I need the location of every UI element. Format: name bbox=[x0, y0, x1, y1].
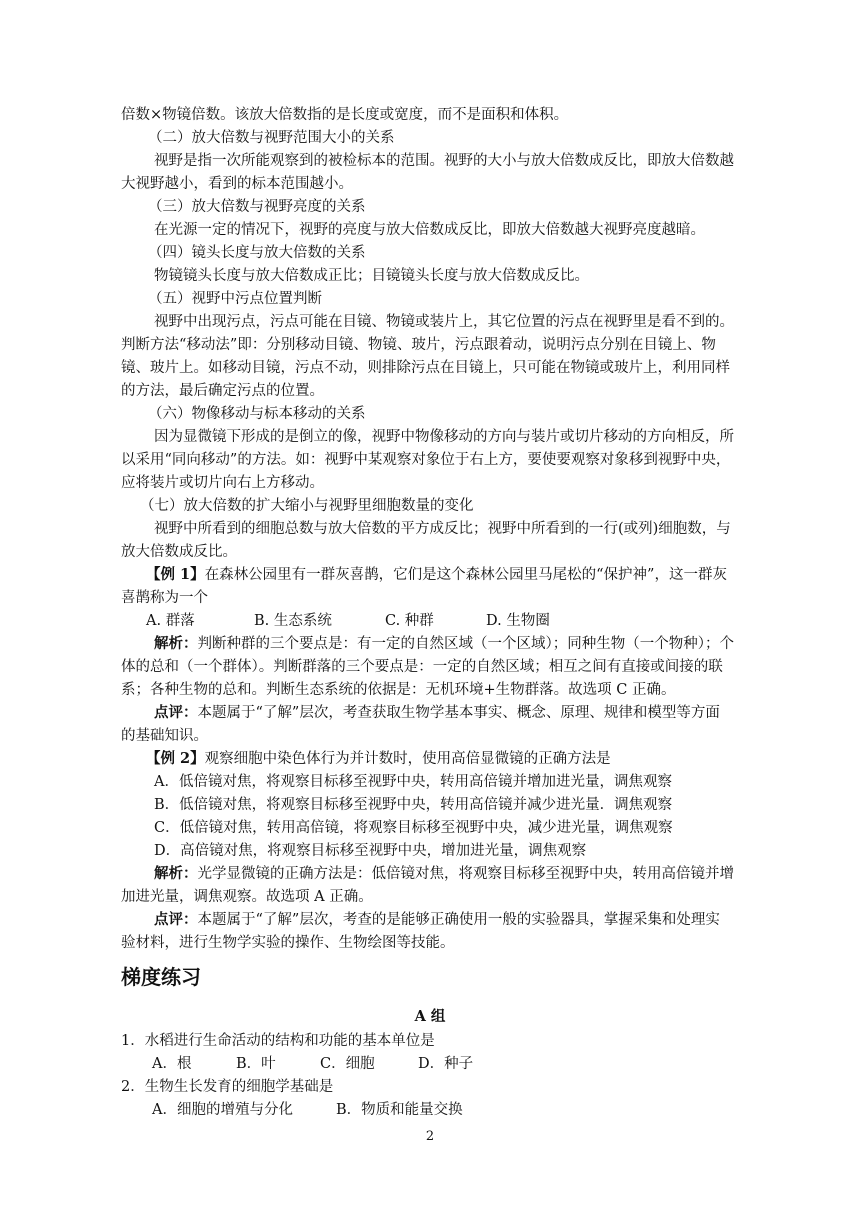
section-title: 梯度练习 bbox=[121, 965, 201, 989]
text-line: 验材料，进行生物学实验的操作、生物绘图等技能。 bbox=[121, 935, 455, 951]
option-d: D. 生物圈 bbox=[486, 613, 550, 629]
text-line: 判断方法“移动法”即：分别移动目镜、物镜、玻片，污点跟着动，说明污点分别在目镜上、物 bbox=[121, 337, 716, 353]
text-line: 视野是指一次所能观察到的被检标本的范围。视野的大小与放大倍数成反比，即放大倍数越 bbox=[154, 153, 734, 169]
option-b: B. 生态系统 bbox=[254, 613, 332, 629]
text-line: 以采用“同向移动”的方法。如：视野中某观察对象位于右上方，要使要观察对象移到视野中央， bbox=[121, 452, 731, 468]
analysis-label: 解析： bbox=[154, 635, 198, 652]
example-text: 观察细胞中染色体行为并计数时，使用高倍显微镜的正确方法是 bbox=[204, 751, 611, 767]
text-line: 物镜镜头长度与放大倍数成正比；目镜镜头长度与放大倍数成反比。 bbox=[154, 268, 589, 284]
text-line: 因为显微镜下形成的是倒立的像，视野中物像移动的方向与装片或切片移动的方向相反，所 bbox=[154, 429, 734, 445]
analysis-2 bbox=[0, 865, 860, 883]
text-line: 视野中所看到的细胞总数与放大倍数的平方成反比；视野中所看到的一行(或列)细胞数，与 bbox=[154, 521, 731, 537]
analysis-1 bbox=[0, 635, 860, 653]
option-c: C. 种群 bbox=[385, 613, 434, 629]
analysis-text: 判断种群的三个要点是：有一定的自然区域（一个区域）；同种生物（一个物种）；个 bbox=[197, 636, 734, 652]
comment-1 bbox=[0, 704, 860, 722]
comment-2 bbox=[0, 911, 860, 929]
text-line: 系；各种生物的总和。判断生态系统的依据是：无机环境+生物群落。故选项 C 正确。 bbox=[121, 682, 676, 698]
text-line: 的基础知识。 bbox=[121, 728, 208, 744]
comment-text: 本题属于“了解”层次，考查的是能够正确使用一般的实验器具，掌握采集和处理实 bbox=[197, 912, 720, 928]
page-number: 2 bbox=[425, 1129, 435, 1144]
text-line: 在光源一定的情况下，视野的亮度与放大倍数成反比，即放大倍数越大视野亮度越暗。 bbox=[154, 222, 705, 238]
example-1-stem bbox=[0, 566, 860, 584]
question-2: 2．生物生长发育的细胞学基础是 bbox=[121, 1079, 334, 1095]
subheading: （五）视野中污点位置判断 bbox=[148, 291, 322, 307]
comment-label: 点评： bbox=[154, 911, 198, 928]
q1-option-d: D．种子 bbox=[418, 1056, 474, 1072]
text-line: 加进光量，调焦观察。故选项 A 正确。 bbox=[121, 889, 373, 905]
text-line: 的方法，最后确定污点的位置。 bbox=[121, 383, 324, 399]
comment-text: 本题属于“了解”层次，考查获取生物学基本事实、概念、原理、规律和模型等方面 bbox=[197, 705, 720, 721]
example-label: 【例 1】 bbox=[146, 566, 205, 583]
q1-option-c: C．细胞 bbox=[320, 1056, 375, 1072]
subheading: （七）放大倍数的扩大缩小与视野里细胞数量的变化 bbox=[140, 498, 474, 514]
text-line: 视野中出现污点，污点可能在目镜、物镜或装片上，其它位置的污点在视野里是看不到的。 bbox=[154, 314, 734, 330]
q1-option-b: B．叶 bbox=[236, 1056, 276, 1072]
q2-option-b: B．物质和能量交换 bbox=[336, 1102, 463, 1118]
text-line: 镜、玻片上。如移动目镜，污点不动，则排除污点在目镜上，只可能在物镜或玻片上，利用同样 bbox=[121, 360, 730, 376]
text-line: 大视野越小，看到的标本范围越小。 bbox=[121, 176, 353, 192]
q1-option-a: A．根 bbox=[152, 1056, 192, 1072]
example-label: 【例 2】 bbox=[146, 750, 205, 767]
subheading: （六）物像移动与标本移动的关系 bbox=[148, 406, 366, 422]
option-b: B．低倍镜对焦，将观察目标移至视野中央，转用高倍镜并减少进光量．调焦观察 bbox=[154, 797, 673, 813]
text-line: 倍数×物镜倍数。该放大倍数指的是长度或宽度，而不是面积和体积。 bbox=[121, 107, 569, 123]
text-line: 放大倍数成反比。 bbox=[121, 544, 237, 560]
example-2-stem bbox=[0, 750, 860, 768]
option-d: D．高倍镜对焦，将观察目标移至视野中央，增加进光量，调焦观察 bbox=[154, 843, 587, 859]
option-a: A．低倍镜对焦，将观察目标移至视野中央，转用高倍镜并增加进光量，调焦观察 bbox=[154, 774, 672, 790]
subheading: （三）放大倍数与视野亮度的关系 bbox=[148, 199, 366, 215]
comment-label: 点评： bbox=[154, 704, 198, 721]
example-text: 在森林公园里有一群灰喜鹊，它们是这个森林公园里马尾松的“保护神”，这一群灰 bbox=[204, 567, 727, 583]
analysis-label: 解析： bbox=[154, 865, 198, 882]
option-c: C．低倍镜对焦，转用高倍镜，将观察目标移至视野中央，减少进光量，调焦观察 bbox=[154, 820, 673, 836]
text-line: 体的总和（一个群体）。判断群落的三个要点是：一定的自然区域；相互之间有直接或间接的联 bbox=[121, 659, 723, 675]
text-line: 应将装片或切片向右上方移动。 bbox=[121, 475, 324, 491]
group-title: A 组 bbox=[414, 1008, 446, 1025]
subheading: （二）放大倍数与视野范围大小的关系 bbox=[148, 130, 395, 146]
subheading: （四）镜头长度与放大倍数的关系 bbox=[148, 245, 366, 261]
option-a: A. 群落 bbox=[146, 613, 195, 629]
q2-option-a: A．细胞的增殖与分化 bbox=[152, 1102, 293, 1118]
analysis-text: 光学显微镜的正确方法是：低倍镜对焦，将观察目标移至视野中央，转用高倍镜并增 bbox=[197, 866, 734, 882]
question-1: 1．水稻进行生命活动的结构和功能的基本单位是 bbox=[121, 1033, 435, 1049]
text-line: 喜鹊称为一个 bbox=[121, 590, 208, 606]
